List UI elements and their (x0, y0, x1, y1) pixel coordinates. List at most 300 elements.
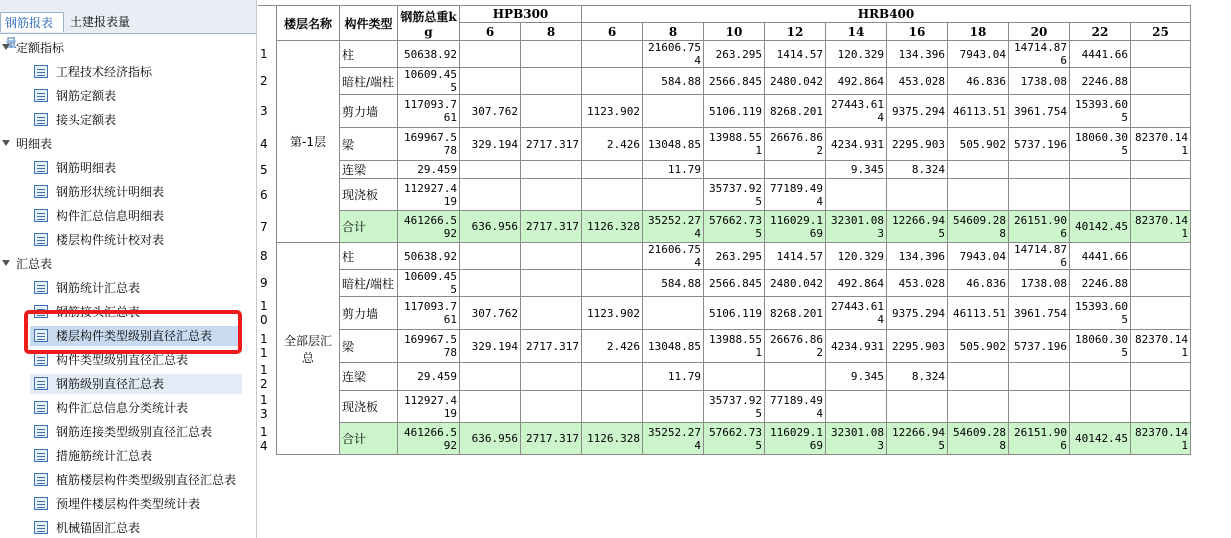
header-diameter: 8 (643, 23, 704, 41)
rebar-value (1009, 391, 1070, 423)
rebar-value (765, 363, 826, 391)
report-icon (34, 497, 48, 510)
rebar-value: 8268.201 (765, 297, 826, 330)
rebar-value: 584.88 (643, 270, 704, 297)
total-weight: 29.459 (398, 161, 460, 179)
rebar-value: 57662.735 (704, 423, 765, 455)
rebar-value (460, 41, 521, 68)
rebar-value (1070, 363, 1131, 391)
rebar-value: 2480.042 (765, 270, 826, 297)
tree-item[interactable] (30, 62, 242, 82)
header-floor: 楼层名称 (277, 6, 340, 41)
rebar-value: 77189.494 (765, 391, 826, 423)
table-row[interactable] (258, 391, 1191, 423)
tree-item[interactable] (30, 110, 242, 130)
report-icon (34, 425, 48, 438)
rebar-value: 453.028 (887, 68, 948, 95)
row-number: 3 (258, 95, 277, 128)
row-number: 9 (258, 270, 277, 297)
rebar-value: 1126.328 (582, 423, 643, 455)
floor-name: 全部层汇总 (277, 243, 340, 455)
report-icon (34, 353, 48, 366)
rebar-value (460, 391, 521, 423)
summary-table (258, 5, 1191, 455)
rebar-value: 14714.876 (1009, 41, 1070, 68)
rebar-value: 120.329 (826, 41, 887, 68)
header-diameter: 14 (826, 23, 887, 41)
rebar-value: 1738.08 (1009, 68, 1070, 95)
rebar-value (460, 270, 521, 297)
rebar-value: 35252.274 (643, 423, 704, 455)
report-icon (34, 185, 48, 198)
rebar-value: 116029.169 (765, 423, 826, 455)
table-row[interactable] (258, 330, 1191, 363)
header-grade: HRB400 (582, 6, 1191, 23)
component-type: 暗柱/端柱 (340, 68, 398, 95)
rebar-value: 2246.88 (1070, 68, 1131, 95)
rebar-value: 1414.57 (765, 243, 826, 270)
rebar-value: 329.194 (460, 330, 521, 363)
rebar-value: 54609.288 (948, 211, 1009, 243)
rebar-value: 46.836 (948, 68, 1009, 95)
rebar-value: 4234.931 (826, 330, 887, 363)
report-icon (34, 401, 48, 414)
rebar-value: 21606.754 (643, 41, 704, 68)
corner-cell (258, 6, 277, 41)
rebar-value: 27443.614 (826, 95, 887, 128)
rebar-value: 8.324 (887, 161, 948, 179)
total-weight: 112927.419 (398, 391, 460, 423)
report-icon (34, 377, 48, 390)
header-diameter: 18 (948, 23, 1009, 41)
rebar-value: 82370.141 (1131, 211, 1191, 243)
rebar-value (826, 391, 887, 423)
tree-item[interactable] (30, 230, 242, 250)
component-type: 柱 (340, 243, 398, 270)
tree-group-label: 汇总表 (16, 257, 53, 271)
rebar-value: 453.028 (887, 270, 948, 297)
tree-item-label: 预埋件楼层构件类型统计表 (56, 497, 201, 511)
rebar-value: 11.79 (643, 161, 704, 179)
rebar-value: 12266.945 (887, 423, 948, 455)
row-number: 12 (258, 363, 277, 391)
header-weight: 钢筋总重kg (398, 6, 460, 41)
rebar-value: 263.295 (704, 243, 765, 270)
rebar-value (460, 243, 521, 270)
rebar-value: 46113.51 (948, 95, 1009, 128)
tree-group[interactable] (0, 254, 240, 274)
rebar-value (582, 363, 643, 391)
rebar-value (1131, 297, 1191, 330)
rebar-value: 35737.925 (704, 179, 765, 211)
rebar-value: 7943.04 (948, 41, 1009, 68)
total-weight: 10609.455 (398, 68, 460, 95)
rebar-value: 2717.317 (521, 330, 582, 363)
tree-group-label: 定额指标 (16, 41, 65, 55)
row-number: 6 (258, 179, 277, 211)
rebar-value: 26676.862 (765, 330, 826, 363)
tree-item-label: 钢筋定额表 (56, 89, 117, 103)
row-number: 2 (258, 68, 277, 95)
table-row[interactable] (258, 161, 1191, 179)
rebar-value: 9.345 (826, 161, 887, 179)
rebar-value (521, 243, 582, 270)
rebar-value (521, 179, 582, 211)
rebar-value: 7943.04 (948, 243, 1009, 270)
rebar-value: 116029.169 (765, 211, 826, 243)
rebar-value: 18060.305 (1070, 128, 1131, 161)
rebar-value: 4441.66 (1070, 243, 1131, 270)
rebar-value: 5106.119 (704, 95, 765, 128)
rebar-value: 77189.494 (765, 179, 826, 211)
rebar-value (887, 391, 948, 423)
tree-item[interactable] (30, 422, 242, 442)
component-type: 梁 (340, 128, 398, 161)
tree-item-label: 措施筋统计汇总表 (56, 449, 153, 463)
expand-arrow-icon[interactable] (2, 44, 10, 50)
rebar-value: 3961.754 (1009, 297, 1070, 330)
rebar-value: 13988.551 (704, 330, 765, 363)
report-icon (34, 113, 48, 126)
rebar-value: 2717.317 (521, 128, 582, 161)
component-type: 暗柱/端柱 (340, 270, 398, 297)
total-weight: 169967.578 (398, 330, 460, 363)
rebar-value: 9.345 (826, 363, 887, 391)
report-icon (34, 89, 48, 102)
report-icon (34, 449, 48, 462)
tree-item-label: 钢筋接头汇总表 (56, 305, 141, 319)
component-type: 现浇板 (340, 391, 398, 423)
rebar-value: 1414.57 (765, 41, 826, 68)
tree-item[interactable] (30, 470, 242, 490)
rebar-value (460, 68, 521, 95)
rebar-value: 5737.196 (1009, 330, 1070, 363)
table-row[interactable] (258, 68, 1191, 95)
rebar-value: 9375.294 (887, 95, 948, 128)
report-icon (34, 233, 48, 246)
tree-group[interactable] (0, 134, 240, 154)
expand-arrow-icon[interactable] (2, 260, 10, 266)
rebar-value: 307.762 (460, 95, 521, 128)
rebar-value: 120.329 (826, 243, 887, 270)
rebar-value: 2717.317 (521, 211, 582, 243)
rebar-value (643, 179, 704, 211)
rebar-value (521, 391, 582, 423)
table-row[interactable] (258, 297, 1191, 330)
rebar-value (643, 297, 704, 330)
component-type: 剪力墙 (340, 95, 398, 128)
tree-item-label: 构件汇总信息明细表 (56, 209, 165, 223)
rebar-value: 57662.735 (704, 211, 765, 243)
rebar-value: 4441.66 (1070, 41, 1131, 68)
rebar-value (521, 41, 582, 68)
rebar-value (826, 179, 887, 211)
rebar-value (1009, 161, 1070, 179)
tree-item-label: 楼层构件类型级别直径汇总表 (56, 329, 213, 343)
rebar-value: 492.864 (826, 68, 887, 95)
tree-item-label: 机械锚固汇总表 (56, 521, 141, 535)
rebar-value (1131, 270, 1191, 297)
table-row[interactable] (258, 270, 1191, 297)
total-weight: 169967.578 (398, 128, 460, 161)
rebar-value (582, 270, 643, 297)
tree-group-label: 明细表 (16, 137, 53, 151)
rebar-value (582, 243, 643, 270)
tree-item-label: 钢筋级别直径汇总表 (56, 377, 165, 391)
rebar-value: 40142.45 (1070, 211, 1131, 243)
rebar-value (643, 391, 704, 423)
row-number: 4 (258, 128, 277, 161)
rebar-value: 307.762 (460, 297, 521, 330)
rebar-value: 13048.85 (643, 330, 704, 363)
rebar-value: 82370.141 (1131, 128, 1191, 161)
rebar-value: 32301.083 (826, 423, 887, 455)
total-weight: 50638.92 (398, 243, 460, 270)
tree-group[interactable] (0, 38, 240, 58)
rebar-value: 329.194 (460, 128, 521, 161)
rebar-value: 54609.288 (948, 423, 1009, 455)
rebar-value: 134.396 (887, 41, 948, 68)
header-type: 构件类型 (340, 6, 398, 41)
rebar-value: 5106.119 (704, 297, 765, 330)
header-diameter: 20 (1009, 23, 1070, 41)
tree-item[interactable] (30, 398, 242, 418)
report-icon (34, 473, 48, 486)
rebar-value: 12266.945 (887, 211, 948, 243)
row-number: 7 (258, 211, 277, 243)
header-grade: HPB300 (460, 6, 582, 23)
rebar-value: 2480.042 (765, 68, 826, 95)
header-diameter: 16 (887, 23, 948, 41)
component-type: 柱 (340, 41, 398, 68)
rebar-value: 82370.141 (1131, 423, 1191, 455)
rebar-value (1131, 243, 1191, 270)
rebar-value (704, 161, 765, 179)
rebar-value (460, 363, 521, 391)
tree-item[interactable] (30, 278, 242, 298)
rebar-value: 15393.605 (1070, 95, 1131, 128)
rebar-value: 26151.906 (1009, 423, 1070, 455)
table-row[interactable] (258, 363, 1191, 391)
rebar-value: 2295.903 (887, 128, 948, 161)
rebar-value (948, 161, 1009, 179)
rebar-value: 8268.201 (765, 95, 826, 128)
tree-item-label: 钢筋形状统计明细表 (56, 185, 165, 199)
table-row[interactable] (258, 423, 1191, 455)
rebar-value: 5737.196 (1009, 128, 1070, 161)
header-diameter: 6 (460, 23, 521, 41)
rebar-value: 505.902 (948, 330, 1009, 363)
tree-item-label: 楼层构件统计校对表 (56, 233, 165, 247)
row-number: 11 (258, 330, 277, 363)
rebar-value (948, 363, 1009, 391)
header-diameter: 8 (521, 23, 582, 41)
row-number: 5 (258, 161, 277, 179)
highlight-box (24, 310, 242, 354)
tree-item[interactable] (30, 374, 242, 394)
rebar-value (1131, 95, 1191, 128)
rebar-value: 1123.902 (582, 95, 643, 128)
rebar-value: 9375.294 (887, 297, 948, 330)
tree-item[interactable] (30, 86, 242, 106)
header-diameter: 10 (704, 23, 765, 41)
tree-item[interactable] (30, 182, 242, 202)
total-weight: 461266.592 (398, 423, 460, 455)
rebar-value (582, 161, 643, 179)
rebar-value (1131, 68, 1191, 95)
component-type: 现浇板 (340, 179, 398, 211)
rebar-value: 2566.845 (704, 68, 765, 95)
total-weight: 50638.92 (398, 41, 460, 68)
report-icon (34, 161, 48, 174)
rebar-value: 27443.614 (826, 297, 887, 330)
rebar-value: 26676.862 (765, 128, 826, 161)
tree-item-label: 钢筋连接类型级别直径汇总表 (56, 425, 213, 439)
rebar-value (1009, 363, 1070, 391)
rebar-value: 505.902 (948, 128, 1009, 161)
component-type: 剪力墙 (340, 297, 398, 330)
rebar-value: 2246.88 (1070, 270, 1131, 297)
tree-item[interactable] (30, 446, 242, 466)
row-number: 14 (258, 423, 277, 455)
rebar-value: 14714.876 (1009, 243, 1070, 270)
rebar-value (460, 179, 521, 211)
total-weight: 29.459 (398, 363, 460, 391)
rebar-value (521, 270, 582, 297)
rebar-value: 8.324 (887, 363, 948, 391)
total-weight: 117093.761 (398, 95, 460, 128)
rebar-value: 46113.51 (948, 297, 1009, 330)
component-type: 梁 (340, 330, 398, 363)
rebar-value (1131, 363, 1191, 391)
rebar-value: 584.88 (643, 68, 704, 95)
rebar-value: 2.426 (582, 128, 643, 161)
report-tree-panel (0, 0, 257, 538)
rebar-value (460, 161, 521, 179)
rebar-value: 3961.754 (1009, 95, 1070, 128)
total-weight: 461266.592 (398, 211, 460, 243)
table-row[interactable] (258, 128, 1191, 161)
row-number: 10 (258, 297, 277, 330)
rebar-value (521, 161, 582, 179)
component-type: 连梁 (340, 161, 398, 179)
header-diameter: 25 (1131, 23, 1191, 41)
rebar-value (948, 179, 1009, 211)
total-weight: 112927.419 (398, 179, 460, 211)
tree-item-label: 钢筋统计汇总表 (56, 281, 141, 295)
report-icon (34, 65, 48, 78)
rebar-value: 46.836 (948, 270, 1009, 297)
rebar-value: 492.864 (826, 270, 887, 297)
rebar-value: 13988.551 (704, 128, 765, 161)
rebar-value (521, 363, 582, 391)
table-row[interactable] (258, 95, 1191, 128)
rebar-value: 11.79 (643, 363, 704, 391)
row-number: 13 (258, 391, 277, 423)
rebar-value: 13048.85 (643, 128, 704, 161)
expand-arrow-icon[interactable] (2, 140, 10, 146)
rebar-value (582, 41, 643, 68)
rebar-value: 35252.274 (643, 211, 704, 243)
rebar-value: 26151.906 (1009, 211, 1070, 243)
rebar-value (582, 179, 643, 211)
table-row[interactable] (258, 179, 1191, 211)
component-type: 合计 (340, 211, 398, 243)
rebar-value: 1126.328 (582, 211, 643, 243)
rebar-value: 1738.08 (1009, 270, 1070, 297)
rebar-value (1070, 179, 1131, 211)
rebar-value (582, 68, 643, 95)
rebar-value: 4234.931 (826, 128, 887, 161)
header-diameter: 22 (1070, 23, 1131, 41)
table-row[interactable] (258, 243, 1191, 270)
tree-item-label: 工程技术经济指标 (56, 65, 153, 79)
rebar-value (1070, 161, 1131, 179)
rebar-value: 21606.754 (643, 243, 704, 270)
row-number: 1 (258, 41, 277, 68)
table-row[interactable] (258, 211, 1191, 243)
rebar-value: 636.956 (460, 211, 521, 243)
rebar-value (948, 391, 1009, 423)
rebar-value (1131, 391, 1191, 423)
rebar-value: 18060.305 (1070, 330, 1131, 363)
rebar-value (704, 363, 765, 391)
total-weight: 117093.761 (398, 297, 460, 330)
rebar-value (643, 95, 704, 128)
rebar-value: 40142.45 (1070, 423, 1131, 455)
rebar-value (887, 179, 948, 211)
rebar-value: 35737.925 (704, 391, 765, 423)
tree-item-label: 接头定额表 (56, 113, 117, 127)
rebar-value: 134.396 (887, 243, 948, 270)
rebar-value: 2717.317 (521, 423, 582, 455)
rebar-value: 636.956 (460, 423, 521, 455)
tree-item[interactable] (30, 158, 242, 178)
tree-item-label: 植筋楼层构件类型级别直径汇总表 (56, 473, 237, 487)
tree-item-label: 构件类型级别直径汇总表 (56, 353, 189, 367)
tab-rebar-report[interactable]: 钢筋报表量 (0, 12, 64, 32)
rebar-value (521, 68, 582, 95)
rebar-value: 263.295 (704, 41, 765, 68)
tree-item[interactable] (30, 518, 242, 538)
rebar-value (1131, 41, 1191, 68)
tree-item[interactable] (30, 206, 242, 226)
rebar-value (1131, 161, 1191, 179)
total-weight: 10609.455 (398, 270, 460, 297)
report-icon (34, 209, 48, 222)
rebar-value (1131, 179, 1191, 211)
report-icon (34, 281, 48, 294)
header-diameter: 6 (582, 23, 643, 41)
rebar-value (1009, 179, 1070, 211)
rebar-value: 1123.902 (582, 297, 643, 330)
header-diameter: 12 (765, 23, 826, 41)
floor-name: 第-1层 (277, 41, 340, 243)
rebar-value (1070, 391, 1131, 423)
rebar-value (765, 161, 826, 179)
tree-item[interactable] (30, 494, 242, 514)
component-type: 合计 (340, 423, 398, 455)
tree-item-label: 钢筋明细表 (56, 161, 117, 175)
rebar-value: 15393.605 (1070, 297, 1131, 330)
rebar-value: 32301.083 (826, 211, 887, 243)
report-icon (34, 521, 48, 534)
tab-civil-report[interactable]: 土建报表量 (70, 15, 131, 29)
table-row[interactable] (258, 41, 1191, 68)
rebar-value: 82370.141 (1131, 330, 1191, 363)
component-type: 连梁 (340, 363, 398, 391)
rebar-value (582, 391, 643, 423)
